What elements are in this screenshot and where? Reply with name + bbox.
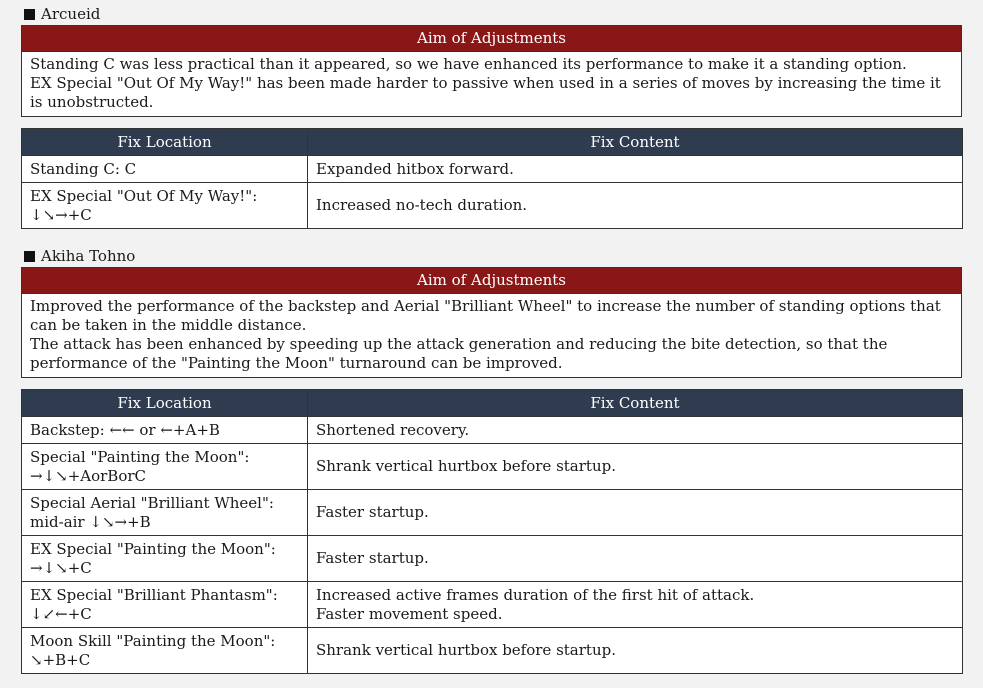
aim-header: Aim of Adjustments: [22, 26, 961, 52]
column-header-fix-location: Fix Location: [22, 129, 308, 156]
character-name: Akiha Tohno: [41, 247, 136, 265]
fix-table-akiha-tohno: [21, 389, 963, 674]
aim-line: EX Special "Out Of My Way!" has been made harder to passive when used in a series of moves by increasing the time it is unobstructed.: [30, 74, 941, 111]
column-header-fix-location: Fix Location: [22, 390, 308, 417]
fix-content-cell: [308, 490, 963, 536]
fix-location-cell: EX Special "Painting the Moon": →↓↘+C: [22, 536, 308, 582]
column-header-fix-content: Fix Content: [308, 129, 963, 156]
fix-content-cell: [308, 183, 963, 229]
fix-location-cell: EX Special "Brilliant Phantasm": ↓↙←+C: [22, 582, 308, 628]
fix-location-cell: Moon Skill "Painting the Moon": ↘+B+C: [22, 628, 308, 674]
table-row: [22, 536, 963, 582]
fix-location-cell: Backstep: ←← or ←+A+B: [22, 417, 308, 444]
fix-content-line: Faster startup.: [316, 503, 429, 521]
fix-content-line: Shrank vertical hurtbox before startup.: [316, 457, 616, 475]
section-title-arcueid: [24, 6, 100, 22]
aim-line: The attack has been enhanced by speeding up the attack generation and reducing the bite detection, so that the performance of the "Painting the Moon" turnaround can be improved.: [30, 335, 888, 372]
square-bullet-icon: [24, 251, 35, 262]
fix-content-cell: [308, 444, 963, 490]
aim-box-akiha-tohno: [21, 267, 962, 378]
fix-content-line: Increased no-tech duration.: [316, 196, 528, 214]
table-row: [22, 490, 963, 536]
table-row: [22, 628, 963, 674]
aim-header: Aim of Adjustments: [22, 268, 961, 294]
fix-content-line: Faster startup.: [316, 549, 429, 567]
fix-location-cell: Standing C: C: [22, 156, 308, 183]
fix-location-cell: Special Aerial "Brilliant Wheel": mid-air ↓↘→+B: [22, 490, 308, 536]
fix-content-cell: [308, 582, 963, 628]
aim-body: [22, 294, 961, 377]
table-row: [22, 444, 963, 490]
fix-location-cell: EX Special "Out Of My Way!": ↓↘→+C: [22, 183, 308, 229]
table-row: [22, 417, 963, 444]
fix-content-line: Shortened recovery.: [316, 420, 470, 439]
table-row: [22, 183, 963, 229]
aim-box-arcueid: [21, 25, 962, 117]
table-row: [22, 156, 963, 183]
fix-content-cell: [308, 536, 963, 582]
column-header-fix-content: Fix Content: [308, 390, 963, 417]
fix-content-cell: [308, 417, 963, 444]
fix-content-line: Increased active frames duration of the first hit of attack.: [316, 585, 755, 604]
fix-table-arcueid: [21, 128, 963, 229]
aim-line: Improved the performance of the backstep and Aerial "Brilliant Wheel" to increase the number of standing options that can be taken in the middle distance.: [30, 297, 941, 334]
fix-content-cell: [308, 156, 963, 183]
fix-content-line: Expanded hitbox forward.: [316, 159, 514, 178]
section-title-akiha-tohno: [24, 248, 135, 264]
character-name: Arcueid: [41, 5, 101, 23]
fix-content-cell: [308, 628, 963, 674]
aim-line: Standing C was less practical than it appeared, so we have enhanced its performance to make it a standing option.: [30, 55, 907, 73]
fix-location-cell: Special "Painting the Moon": →↓↘+AorBorC: [22, 444, 308, 490]
table-row: [22, 582, 963, 628]
square-bullet-icon: [24, 9, 35, 20]
fix-content-line: Shrank vertical hurtbox before startup.: [316, 641, 616, 659]
aim-body: [22, 52, 961, 116]
fix-content-line: Faster movement speed.: [316, 604, 503, 623]
